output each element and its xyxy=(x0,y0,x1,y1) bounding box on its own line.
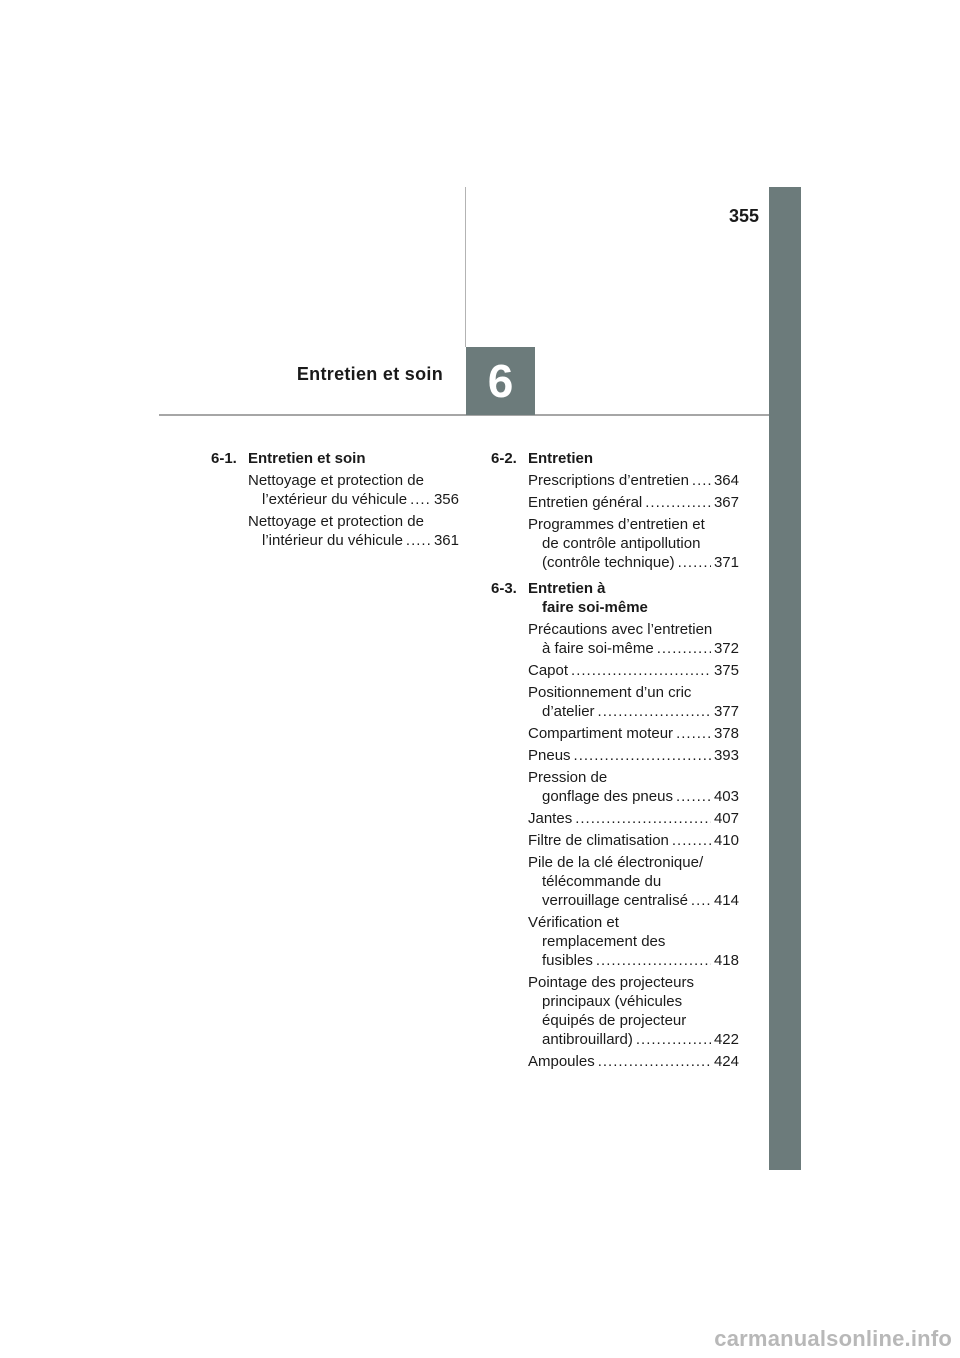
entry-text-line: Jantes xyxy=(528,810,573,827)
dot-leader xyxy=(598,702,711,721)
dot-leader xyxy=(691,891,711,910)
entry-page-number: 371 xyxy=(713,554,739,571)
toc-section xyxy=(491,449,739,572)
toc-entry[interactable] xyxy=(528,515,739,572)
section-heading xyxy=(491,579,739,617)
toc-entry[interactable] xyxy=(528,809,739,828)
entry-last-line xyxy=(528,787,739,806)
entry-page-number: 414 xyxy=(713,892,739,909)
entry-last-line xyxy=(528,493,739,512)
section-title xyxy=(528,449,739,468)
entry-last-line xyxy=(528,702,739,721)
toc-entry[interactable] xyxy=(528,768,739,806)
toc-entry[interactable] xyxy=(528,724,739,743)
entry-text-line: à faire soi-même xyxy=(542,640,654,657)
entry-page-number: 364 xyxy=(713,472,739,489)
entry-last-line xyxy=(528,951,739,970)
entry-text-line: Nettoyage et protection de xyxy=(248,472,424,489)
toc-entry[interactable] xyxy=(528,471,739,490)
entry-text-line: l’extérieur du véhicule xyxy=(262,491,408,508)
entry-page-number: 403 xyxy=(713,788,739,805)
section-title xyxy=(528,579,739,617)
entry-last-line xyxy=(528,809,739,828)
entry-last-line xyxy=(528,661,739,680)
entry-last-line xyxy=(528,553,739,572)
entry-text-line: Positionnement d’un cric xyxy=(528,684,692,701)
toc-left-column xyxy=(211,449,459,557)
entry-page-number: 372 xyxy=(713,640,739,657)
entry-text-line: Capot xyxy=(528,662,569,679)
dot-leader xyxy=(406,531,431,550)
entry-last-line xyxy=(248,490,459,509)
entry-text-line: Pile de la clé électronique/ xyxy=(528,854,704,871)
entry-text-line: Prescriptions d’entretien xyxy=(528,472,689,489)
dot-leader xyxy=(692,471,711,490)
header-rule xyxy=(159,414,769,416)
section-number: 6-2. xyxy=(491,450,517,467)
page-number: 355 xyxy=(728,206,759,226)
dot-leader xyxy=(672,831,711,850)
entry-text-line: d’atelier xyxy=(542,703,595,720)
dot-leader xyxy=(575,809,711,828)
entry-last-line xyxy=(528,471,739,490)
entry-text-line: Vérification et xyxy=(528,914,619,931)
dot-leader xyxy=(676,787,711,806)
entry-text-line: Ampoules xyxy=(528,1053,595,1070)
toc-entry[interactable] xyxy=(528,746,739,765)
entry-text-line: fusibles xyxy=(542,952,593,969)
toc-entry[interactable] xyxy=(528,831,739,850)
entry-last-line xyxy=(528,831,739,850)
toc-entry[interactable] xyxy=(528,683,739,721)
toc-entry[interactable] xyxy=(528,493,739,512)
entry-page-number: 410 xyxy=(713,832,739,849)
toc-entry[interactable] xyxy=(528,661,739,680)
toc-entry[interactable] xyxy=(528,1052,739,1071)
toc-section xyxy=(211,449,459,550)
toc-entry[interactable] xyxy=(528,853,739,910)
toc-entry[interactable] xyxy=(528,620,739,658)
entry-text-line: gonflage des pneus xyxy=(542,788,673,805)
entry-text-line: Entretien général xyxy=(528,494,643,511)
entry-last-line xyxy=(528,1052,739,1071)
toc-entry[interactable] xyxy=(528,973,739,1049)
section-number: 6-3. xyxy=(491,580,517,597)
section-number: 6-1. xyxy=(211,450,237,467)
entry-text-line: antibrouillard) xyxy=(542,1031,633,1048)
section-title-line: Entretien xyxy=(528,450,594,467)
toc-entry[interactable] xyxy=(528,913,739,970)
entry-text-line: Précautions avec l’entretien xyxy=(528,621,713,638)
entry-last-line xyxy=(528,746,739,765)
chapter-title: Entretien et soin xyxy=(296,364,443,384)
entry-text-line: verrouillage centralisé xyxy=(542,892,688,909)
entry-last-line xyxy=(528,639,739,658)
entry-last-line xyxy=(248,531,459,550)
dot-leader xyxy=(636,1030,711,1049)
dot-leader xyxy=(574,746,711,765)
entry-text-line: de contrôle antipollution xyxy=(542,535,701,552)
entry-text-line: Pneus xyxy=(528,747,571,764)
entry-text-line: Pointage des projecteurs xyxy=(528,974,694,991)
dot-leader xyxy=(657,639,711,658)
toc-entry[interactable] xyxy=(248,512,459,550)
dot-leader xyxy=(596,951,711,970)
entry-page-number: 422 xyxy=(713,1031,739,1048)
section-title-line: faire soi-même xyxy=(542,599,648,616)
entry-page-number: 418 xyxy=(713,952,739,969)
section-heading xyxy=(211,449,459,468)
entry-text-line: (contrôle technique) xyxy=(542,554,675,571)
section-heading xyxy=(491,449,739,468)
entry-last-line xyxy=(528,891,739,910)
entry-text-line: Nettoyage et protection de xyxy=(248,513,424,530)
watermark: carmanualsonline.info xyxy=(714,1326,952,1351)
entry-text-line: télécommande du xyxy=(542,873,662,890)
dot-leader xyxy=(410,490,431,509)
entry-page-number: 407 xyxy=(713,810,739,827)
chapter-number-box: 6 xyxy=(466,347,535,415)
entry-text-line: Programmes d’entretien et xyxy=(528,516,705,533)
entry-page-number: 375 xyxy=(713,662,739,679)
dot-leader xyxy=(676,724,711,743)
entry-text-line: équipés de projecteur xyxy=(542,1012,687,1029)
entry-text-line: Pression de xyxy=(528,769,608,786)
dot-leader xyxy=(645,493,711,512)
entry-text-line: principaux (véhicules xyxy=(542,993,683,1010)
dot-leader xyxy=(678,553,711,572)
entry-page-number: 367 xyxy=(713,494,739,511)
toc-right-column xyxy=(491,449,739,1078)
entry-page-number: 424 xyxy=(713,1053,739,1070)
entry-text-line: remplacement des xyxy=(542,933,666,950)
chapter-side-tab xyxy=(769,187,801,1170)
entry-page-number: 361 xyxy=(433,532,459,549)
entry-page-number: 393 xyxy=(713,747,739,764)
toc-section xyxy=(491,579,739,1071)
entry-text-line: Compartiment moteur xyxy=(528,725,674,742)
vertical-divider xyxy=(465,187,466,347)
entry-text-line: Filtre de climatisation xyxy=(528,832,669,849)
section-title xyxy=(248,449,459,468)
dot-leader xyxy=(598,1052,711,1071)
toc-entry[interactable] xyxy=(248,471,459,509)
entry-last-line xyxy=(528,1030,739,1049)
entry-last-line xyxy=(528,724,739,743)
entry-page-number: 356 xyxy=(433,491,459,508)
dot-leader xyxy=(571,661,711,680)
entry-page-number: 377 xyxy=(713,703,739,720)
entry-text-line: l’intérieur du véhicule xyxy=(262,532,403,549)
entry-page-number: 378 xyxy=(713,725,739,742)
section-title-line: Entretien à xyxy=(528,580,606,597)
section-title-line: Entretien et soin xyxy=(248,450,366,467)
